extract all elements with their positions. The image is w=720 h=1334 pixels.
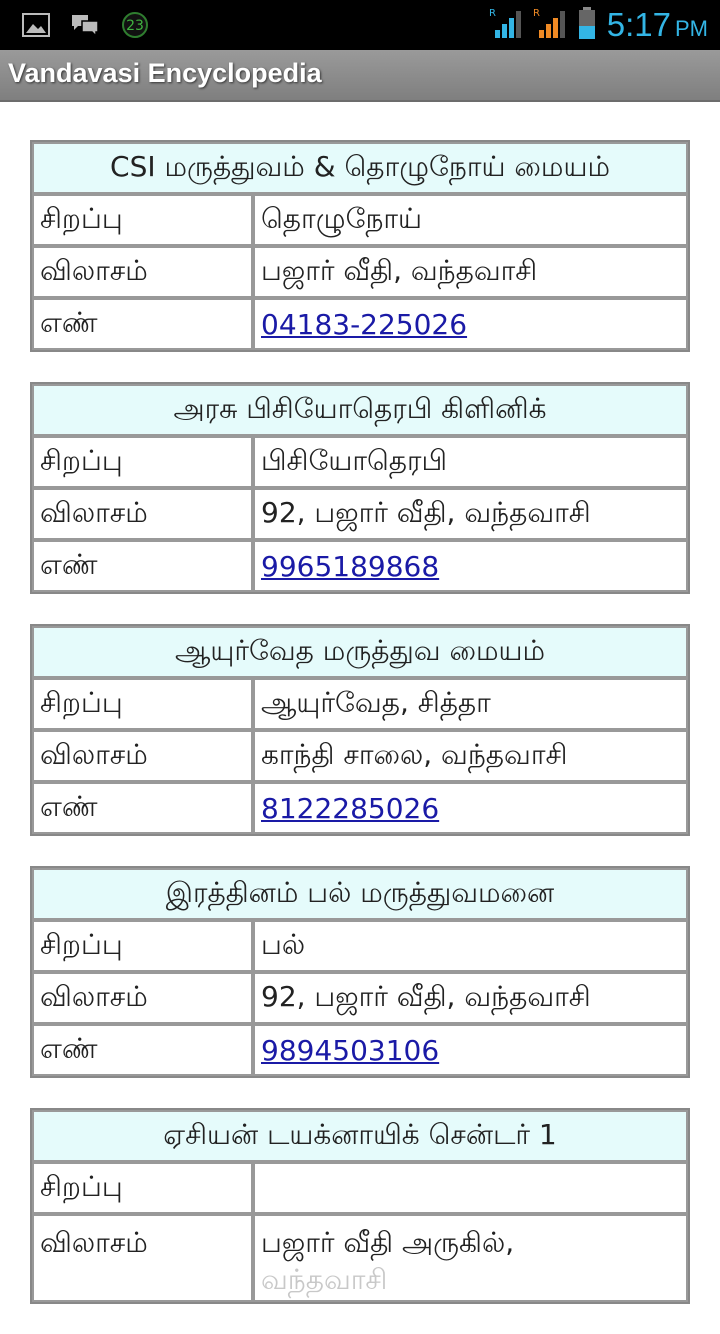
phone-cell: [253, 782, 688, 834]
number-label: எண்: [32, 782, 253, 834]
clock-ampm: PM: [675, 16, 708, 41]
specialty-label: சிறப்பு: [32, 436, 253, 488]
entry-card: [30, 140, 690, 352]
address-value: 92, பஜார் வீதி, வந்தவாசி: [253, 972, 688, 1024]
clock-time: 5:17: [606, 6, 671, 43]
chat-icon: [70, 12, 100, 42]
phone-cell: [253, 298, 688, 350]
number-label: எண்: [32, 1024, 253, 1076]
notification-count-icon: [120, 10, 150, 44]
specialty-value: [253, 1162, 688, 1214]
entry-card: [30, 624, 690, 836]
phone-cell: [253, 1024, 688, 1076]
address-value: காந்தி சாலை, வந்தவாசி: [253, 730, 688, 782]
specialty-label: சிறப்பு: [32, 1162, 253, 1214]
entry-name: ஆயுர்வேத மருத்துவ மையம்: [32, 626, 688, 678]
app-bar: [0, 50, 720, 102]
specialty-value: பிசியோதெரபி: [253, 436, 688, 488]
phone-link[interactable]: 8122285026: [261, 791, 440, 825]
entry-name: இரத்தினம் பல் மருத்துவமனை: [32, 868, 688, 920]
address-value: [253, 1214, 688, 1302]
address-value: பஜார் வீதி, வந்தவாசி: [253, 246, 688, 298]
phone-link[interactable]: 04183-225026: [261, 307, 468, 341]
number-label: எண்: [32, 540, 253, 592]
svg-text:23: 23: [126, 18, 144, 34]
specialty-value: ஆயுர்வேத, சித்தா: [253, 678, 688, 730]
specialty-label: சிறப்பு: [32, 678, 253, 730]
address-label: விலாசம்: [32, 246, 253, 298]
battery-icon: [577, 6, 597, 44]
signal-2-icon: [533, 6, 567, 44]
number-label: எண்: [32, 298, 253, 350]
specialty-label: சிறப்பு: [32, 194, 253, 246]
address-label: விலாசம்: [32, 1214, 253, 1302]
entries-list[interactable]: [30, 140, 690, 1334]
entry-card: [30, 1108, 690, 1304]
specialty-value: பல்: [253, 920, 688, 972]
entry-card: [30, 866, 690, 1078]
address-label: விலாசம்: [32, 730, 253, 782]
app-title: Vandavasi Encyclopedia: [8, 58, 322, 88]
clock: [607, 6, 708, 44]
address-line-1: பஜார் வீதி அருகில்,: [261, 1226, 515, 1259]
specialty-value: தொழுநோய்: [253, 194, 688, 246]
svg-text:R: R: [532, 8, 540, 19]
svg-text:R: R: [488, 8, 496, 19]
status-bar: [0, 0, 720, 50]
signal-1-icon: [489, 6, 523, 44]
address-line-2: வந்தவாசி: [261, 1263, 388, 1296]
specialty-label: சிறப்பு: [32, 920, 253, 972]
gallery-icon: [22, 13, 50, 41]
phone-link[interactable]: 9965189868: [261, 549, 440, 583]
address-value: 92, பஜார் வீதி, வந்தவாசி: [253, 488, 688, 540]
phone-cell: [253, 540, 688, 592]
address-label: விலாசம்: [32, 972, 253, 1024]
address-label: விலாசம்: [32, 488, 253, 540]
entry-name: CSI மருத்துவம் & தொழுநோய் மையம்: [32, 142, 688, 194]
entry-name: ஏசியன் டயக்னாயிக் சென்டர் 1: [32, 1110, 688, 1162]
entry-card: [30, 382, 690, 594]
phone-link[interactable]: 9894503106: [261, 1033, 440, 1067]
entry-name: அரசு பிசியோதெரபி கிளினிக்: [32, 384, 688, 436]
